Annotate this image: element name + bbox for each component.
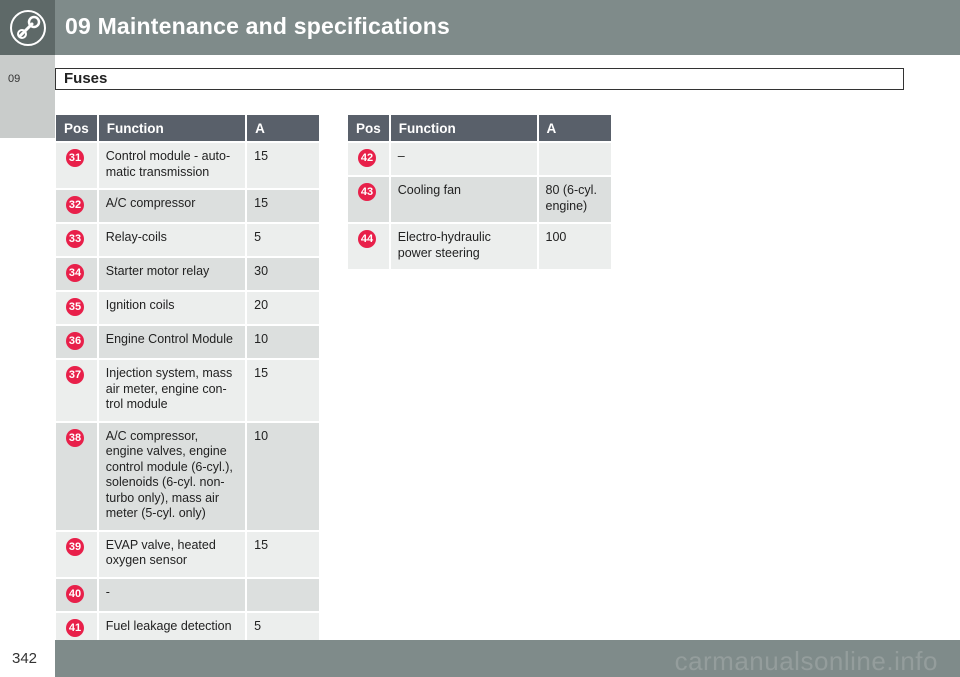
cell-function xyxy=(391,222,539,269)
cell-function xyxy=(99,530,247,577)
cell-amps xyxy=(247,222,319,256)
cell-function xyxy=(99,188,247,222)
table-row xyxy=(348,222,611,269)
function-line: Ignition coils xyxy=(105,298,175,312)
amps-line: 15 xyxy=(254,149,269,163)
function-line: EVAP valve, heated xyxy=(105,537,216,552)
function-line: Relay-coils xyxy=(105,230,167,244)
table-row xyxy=(348,141,611,175)
amps-line: 20 xyxy=(254,298,269,312)
table-row xyxy=(56,421,319,530)
function-line: A/C compressor xyxy=(105,196,196,210)
cell-amps xyxy=(539,175,611,222)
chapter-number: 09 xyxy=(8,73,21,85)
amps-line: 80 (6-cyl. xyxy=(545,183,597,197)
page-number: 342 xyxy=(12,650,38,667)
table-row xyxy=(56,256,319,290)
cell-function xyxy=(391,175,539,222)
function-line: meter (5-cyl. only) xyxy=(105,506,206,520)
function-line: control module (6-cyl.), xyxy=(105,459,233,474)
cell-amps xyxy=(247,530,319,577)
cell-pos xyxy=(56,530,99,577)
fuse-table-right xyxy=(348,115,611,269)
page-footer xyxy=(0,640,960,677)
cell-pos xyxy=(56,421,99,530)
function-line: turbo only), mass air xyxy=(105,490,219,505)
cell-amps xyxy=(247,324,319,358)
cell-pos xyxy=(56,324,99,358)
cell-amps xyxy=(247,256,319,290)
fuse-number-badge: 37 xyxy=(66,366,84,384)
amps-line: 5 xyxy=(254,230,262,244)
amps-line: 5 xyxy=(254,618,262,633)
function-line: Engine Control Module xyxy=(105,332,233,346)
function-line: air meter, engine con- xyxy=(105,381,227,396)
cell-function xyxy=(99,141,247,188)
fuse-number-badge: 36 xyxy=(66,332,84,350)
fuse-number-badge: 34 xyxy=(66,264,84,282)
fuse-number-badge: 32 xyxy=(66,196,84,214)
function-line: Control module - auto- xyxy=(105,149,231,163)
function-line: matic transmission xyxy=(105,164,210,179)
amps-line: 15 xyxy=(254,196,269,210)
amps-line: 30 xyxy=(254,264,269,278)
cell-pos xyxy=(56,358,99,421)
section-title: Fuses xyxy=(64,70,108,87)
cell-function xyxy=(99,290,247,324)
amps-line: 15 xyxy=(254,366,269,380)
cell-function xyxy=(99,222,247,256)
header-function: Function xyxy=(391,115,539,141)
footer-left-block xyxy=(0,640,55,677)
cell-function xyxy=(99,358,247,421)
cell-amps xyxy=(247,290,319,324)
fuse-number-badge: 43 xyxy=(358,183,376,201)
cell-function xyxy=(99,577,247,611)
header-icon-box xyxy=(0,0,55,55)
cell-pos xyxy=(56,577,99,611)
fuse-number-badge: 44 xyxy=(358,230,376,248)
cell-function xyxy=(99,421,247,530)
page-header xyxy=(0,0,960,55)
cell-pos xyxy=(348,141,391,175)
function-line: trol module xyxy=(105,397,168,411)
header-pos: Pos xyxy=(56,115,99,141)
cell-pos xyxy=(56,222,99,256)
cell-pos xyxy=(348,175,391,222)
cell-function xyxy=(391,141,539,175)
function-line: - xyxy=(105,584,110,599)
table-header-row xyxy=(56,115,319,141)
amps-line: 10 xyxy=(254,332,269,346)
fuse-number-badge: 41 xyxy=(66,619,84,637)
header-amps: A xyxy=(247,115,319,141)
amps-line xyxy=(546,149,604,165)
header-function: Function xyxy=(99,115,247,141)
function-line: Fuel leakage detection xyxy=(105,618,232,633)
cell-amps xyxy=(247,577,319,611)
amps-line xyxy=(254,585,312,601)
fuse-number-badge: 35 xyxy=(66,298,84,316)
fuse-table-left xyxy=(56,115,319,645)
fuse-number-badge: 31 xyxy=(66,149,84,167)
header-pos: Pos xyxy=(348,115,391,141)
page-title: 09 Maintenance and specifications xyxy=(65,13,450,39)
amps-line: 15 xyxy=(254,537,269,552)
function-line: – xyxy=(397,149,405,163)
function-line: solenoids (6-cyl. non- xyxy=(105,475,225,489)
function-line: A/C compressor, xyxy=(105,428,199,443)
table-row xyxy=(56,530,319,577)
watermark: carmanualsonline.info xyxy=(674,646,938,676)
cell-amps xyxy=(247,358,319,421)
fuse-number-badge: 38 xyxy=(66,429,84,447)
table-row xyxy=(56,188,319,222)
table-row xyxy=(348,175,611,222)
table-row xyxy=(56,358,319,421)
fuse-number-badge: 39 xyxy=(66,538,84,556)
cell-amps xyxy=(539,222,611,269)
amps-line: engine) xyxy=(545,198,588,213)
function-line: Cooling fan xyxy=(397,183,462,197)
cell-amps xyxy=(247,141,319,188)
function-line: oxygen sensor xyxy=(105,553,188,567)
amps-line: 10 xyxy=(254,428,269,443)
fuse-number-badge: 42 xyxy=(358,149,376,167)
cell-pos xyxy=(348,222,391,269)
cell-pos xyxy=(56,188,99,222)
cell-amps xyxy=(247,188,319,222)
function-line: Injection system, mass xyxy=(105,366,233,380)
function-line: Electro-hydraulic xyxy=(397,230,491,244)
table-row xyxy=(56,141,319,188)
table-row xyxy=(56,324,319,358)
amps-line: 100 xyxy=(545,230,567,244)
table-row xyxy=(56,222,319,256)
table-row xyxy=(56,577,319,611)
section-bar xyxy=(55,68,904,90)
table-row xyxy=(56,290,319,324)
wrench-icon xyxy=(8,8,48,48)
function-line: power steering xyxy=(397,245,480,260)
cell-amps xyxy=(539,141,611,175)
chapter-tab xyxy=(0,55,55,138)
table-header-row xyxy=(348,115,611,141)
cell-function xyxy=(99,324,247,358)
header-amps: A xyxy=(539,115,611,141)
function-line: engine valves, engine xyxy=(105,444,227,458)
fuse-number-badge: 40 xyxy=(66,585,84,603)
function-line: Starter motor relay xyxy=(105,264,210,278)
fuse-number-badge: 33 xyxy=(66,230,84,248)
cell-pos xyxy=(56,290,99,324)
cell-function xyxy=(99,256,247,290)
cell-amps xyxy=(247,421,319,530)
cell-pos xyxy=(56,256,99,290)
cell-pos xyxy=(56,141,99,188)
